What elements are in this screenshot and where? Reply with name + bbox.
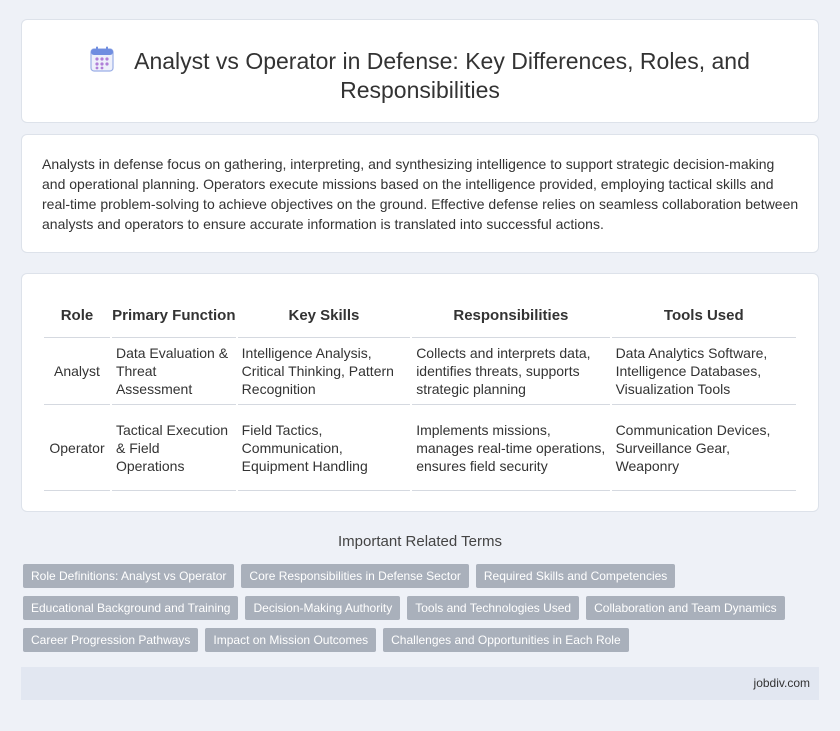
table-row: [44, 338, 796, 405]
table-cell: Data Evaluation & Threat Assessment: [112, 338, 236, 405]
related-term-tag[interactable]: Role Definitions: Analyst vs Operator: [23, 564, 234, 588]
column-header-responsibilities: Responsibilities: [412, 295, 609, 338]
related-term-tag[interactable]: Impact on Mission Outcomes: [205, 628, 376, 652]
related-term-tag[interactable]: Decision-Making Authority: [245, 596, 400, 620]
page-title-text: Analyst vs Operator in Defense: Key Differences, Roles, and Responsibilities: [134, 48, 750, 103]
intro-paragraph: Analysts in defense focus on gathering, interpreting, and synthesizing intelligence to support strategic decision-making and operational planning. Operators execute missions based on the intelligence provided, employing tactical skills and real-time problem-solving to achieve objectives on the ground. Effective defense relies on seamless collaboration between analysts and operators to ensure accurate information is translated into successful actions.: [42, 156, 799, 232]
column-header-key-skills: Key Skills: [238, 295, 411, 338]
related-term-tag[interactable]: Collaboration and Team Dynamics: [586, 596, 785, 620]
table-cell: Communication Devices, Surveillance Gear, Weaponry: [612, 405, 796, 491]
table-cell: Implements missions, manages real-time operations, ensures field security: [412, 405, 609, 491]
footer-site-link[interactable]: jobdiv.com: [753, 676, 810, 690]
related-term-tag[interactable]: Educational Background and Training: [23, 596, 238, 620]
calendar-icon: [90, 46, 114, 72]
related-term-tag[interactable]: Required Skills and Competencies: [476, 564, 675, 588]
column-header-role: Role: [44, 295, 110, 338]
related-term-tag[interactable]: Core Responsibilities in Defense Sector: [241, 564, 468, 588]
comparison-table-card: [21, 273, 819, 512]
related-terms-heading: Important Related Terms: [338, 533, 502, 550]
table-row: [44, 405, 796, 491]
intro-card: [21, 134, 819, 253]
table-cell: Intelligence Analysis, Critical Thinking, Pattern Recognition: [238, 338, 411, 405]
related-term-tag[interactable]: Career Progression Pathways: [23, 628, 198, 652]
related-term-tag[interactable]: Challenges and Opportunities in Each Role: [383, 628, 628, 652]
table-cell: Field Tactics, Communication, Equipment Handling: [238, 405, 411, 491]
table-cell: Tactical Execution & Field Operations: [112, 405, 236, 491]
page-title: [22, 46, 818, 105]
table-cell: Operator: [44, 405, 110, 491]
table-cell: Collects and interprets data, identifies threats, supports strategic planning: [412, 338, 609, 405]
related-terms-tags: [23, 564, 823, 660]
table-cell: Analyst: [44, 338, 110, 405]
column-header-tools-used: Tools Used: [612, 295, 796, 338]
column-header-primary-function: Primary Function: [112, 295, 236, 338]
comparison-table: [42, 295, 798, 491]
table-cell: Data Analytics Software, Intelligence Databases, Visualization Tools: [612, 338, 796, 405]
footer: [21, 667, 819, 700]
title-card: [21, 19, 819, 123]
table-header-row: [44, 295, 796, 338]
related-term-tag[interactable]: Tools and Technologies Used: [407, 596, 579, 620]
